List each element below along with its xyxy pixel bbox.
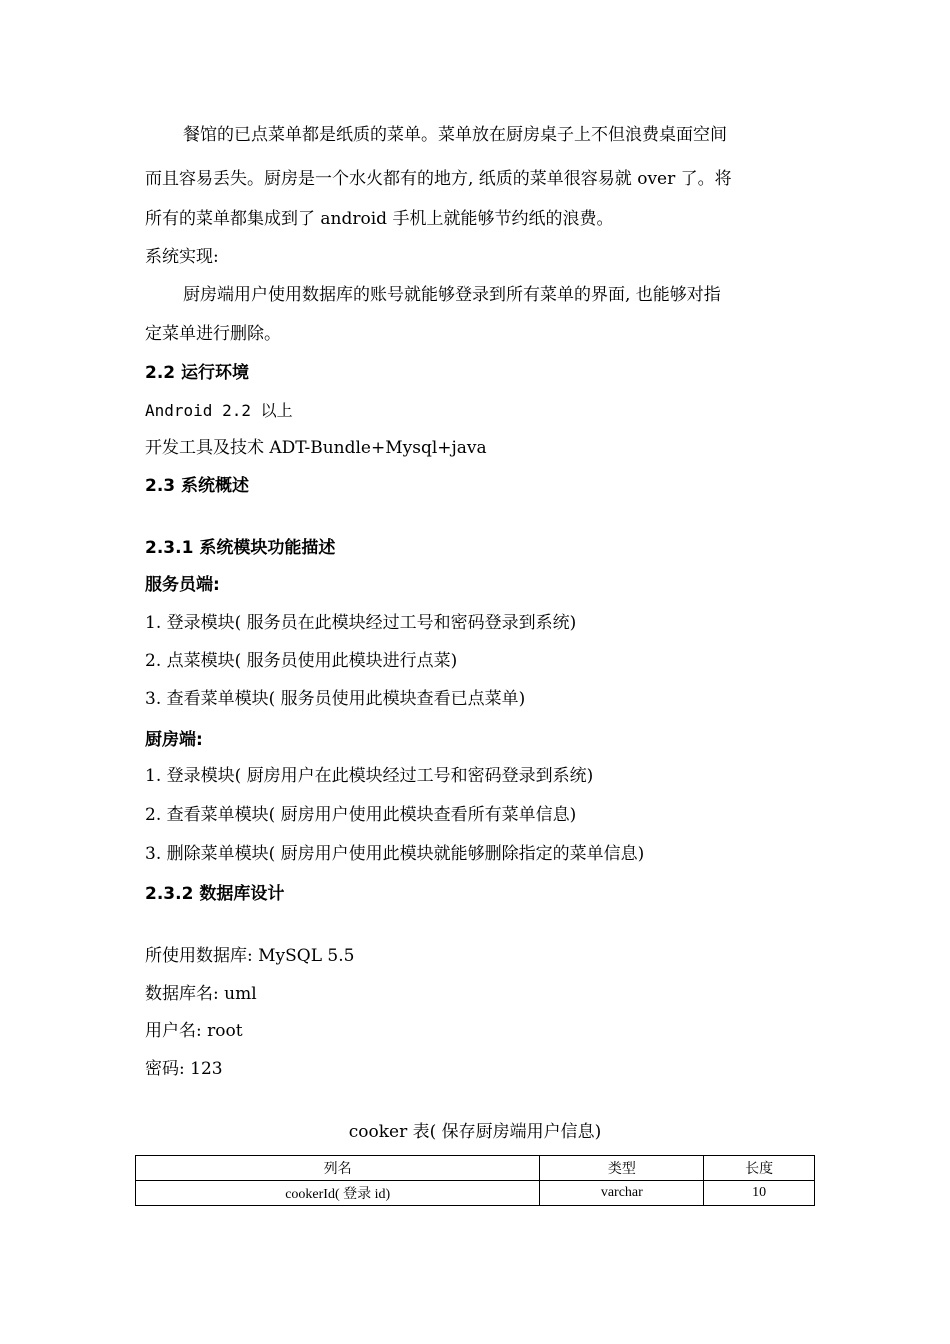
- table-cell: varchar: [540, 1181, 704, 1206]
- table-caption: cooker 表( 保存厨房端用户信息): [348, 1122, 602, 1142]
- table-cell: 10: [704, 1181, 815, 1206]
- cooker-table: [135, 1155, 815, 1206]
- heading-2-3-1: 2.3.1 系统模块功能描述: [145, 538, 336, 558]
- table-header-cell: 列名: [136, 1156, 540, 1181]
- heading-2-3-2: 2.3.2 数据库设计: [145, 884, 285, 904]
- heading-2-2: 2.2 运行环境: [145, 363, 250, 383]
- db-password-line: 密码: 123: [145, 1059, 223, 1079]
- paragraph-impl-line-1: 厨房端用户使用数据库的账号就能够登录到所有菜单的界面, 也能够对指: [183, 285, 721, 305]
- kitchen-item-3: 3. 删除菜单模块( 厨房用户使用此模块就能够删除指定的菜单信息): [145, 844, 645, 864]
- waiter-item-3: 3. 查看菜单模块( 服务员使用此模块查看已点菜单): [145, 689, 526, 709]
- table-cell: cookerId( 登录 id): [136, 1181, 540, 1206]
- kitchen-side-heading: 厨房端:: [145, 730, 203, 750]
- paragraph-intro-line-3: 所有的菜单都集成到了 android 手机上就能够节约纸的浪费。: [145, 209, 614, 229]
- waiter-side-heading: 服务员端:: [145, 575, 220, 595]
- db-user-line: 用户名: root: [145, 1021, 243, 1041]
- runtime-env-line: Android 2.2 以上: [145, 401, 293, 420]
- db-name-line: 数据库名: uml: [145, 984, 257, 1004]
- table-header-cell: 类型: [540, 1156, 704, 1181]
- system-implementation-label: 系统实现:: [145, 247, 219, 267]
- table-header-row: [136, 1156, 815, 1181]
- heading-2-3: 2.3 系统概述: [145, 476, 250, 496]
- table-header-cell: 长度: [704, 1156, 815, 1181]
- db-used-line: 所使用数据库: MySQL 5.5: [145, 946, 355, 966]
- waiter-item-2: 2. 点菜模块( 服务员使用此模块进行点菜): [145, 651, 458, 671]
- paragraph-intro-line-1: 餐馆的已点菜单都是纸质的菜单。菜单放在厨房桌子上不但浪费桌面空间: [183, 125, 727, 145]
- kitchen-item-1: 1. 登录模块( 厨房用户在此模块经过工号和密码登录到系统): [145, 766, 594, 786]
- table-row: [136, 1181, 815, 1206]
- paragraph-impl-line-2: 定菜单进行删除。: [145, 324, 281, 344]
- dev-tools-line: 开发工具及技术 ADT-Bundle+Mysql+java: [145, 438, 487, 458]
- waiter-item-1: 1. 登录模块( 服务员在此模块经过工号和密码登录到系统): [145, 613, 577, 633]
- kitchen-item-2: 2. 查看菜单模块( 厨房用户使用此模块查看所有菜单信息): [145, 805, 577, 825]
- paragraph-intro-line-2: 而且容易丢失。厨房是一个水火都有的地方, 纸质的菜单很容易就 over 了。将: [145, 169, 732, 189]
